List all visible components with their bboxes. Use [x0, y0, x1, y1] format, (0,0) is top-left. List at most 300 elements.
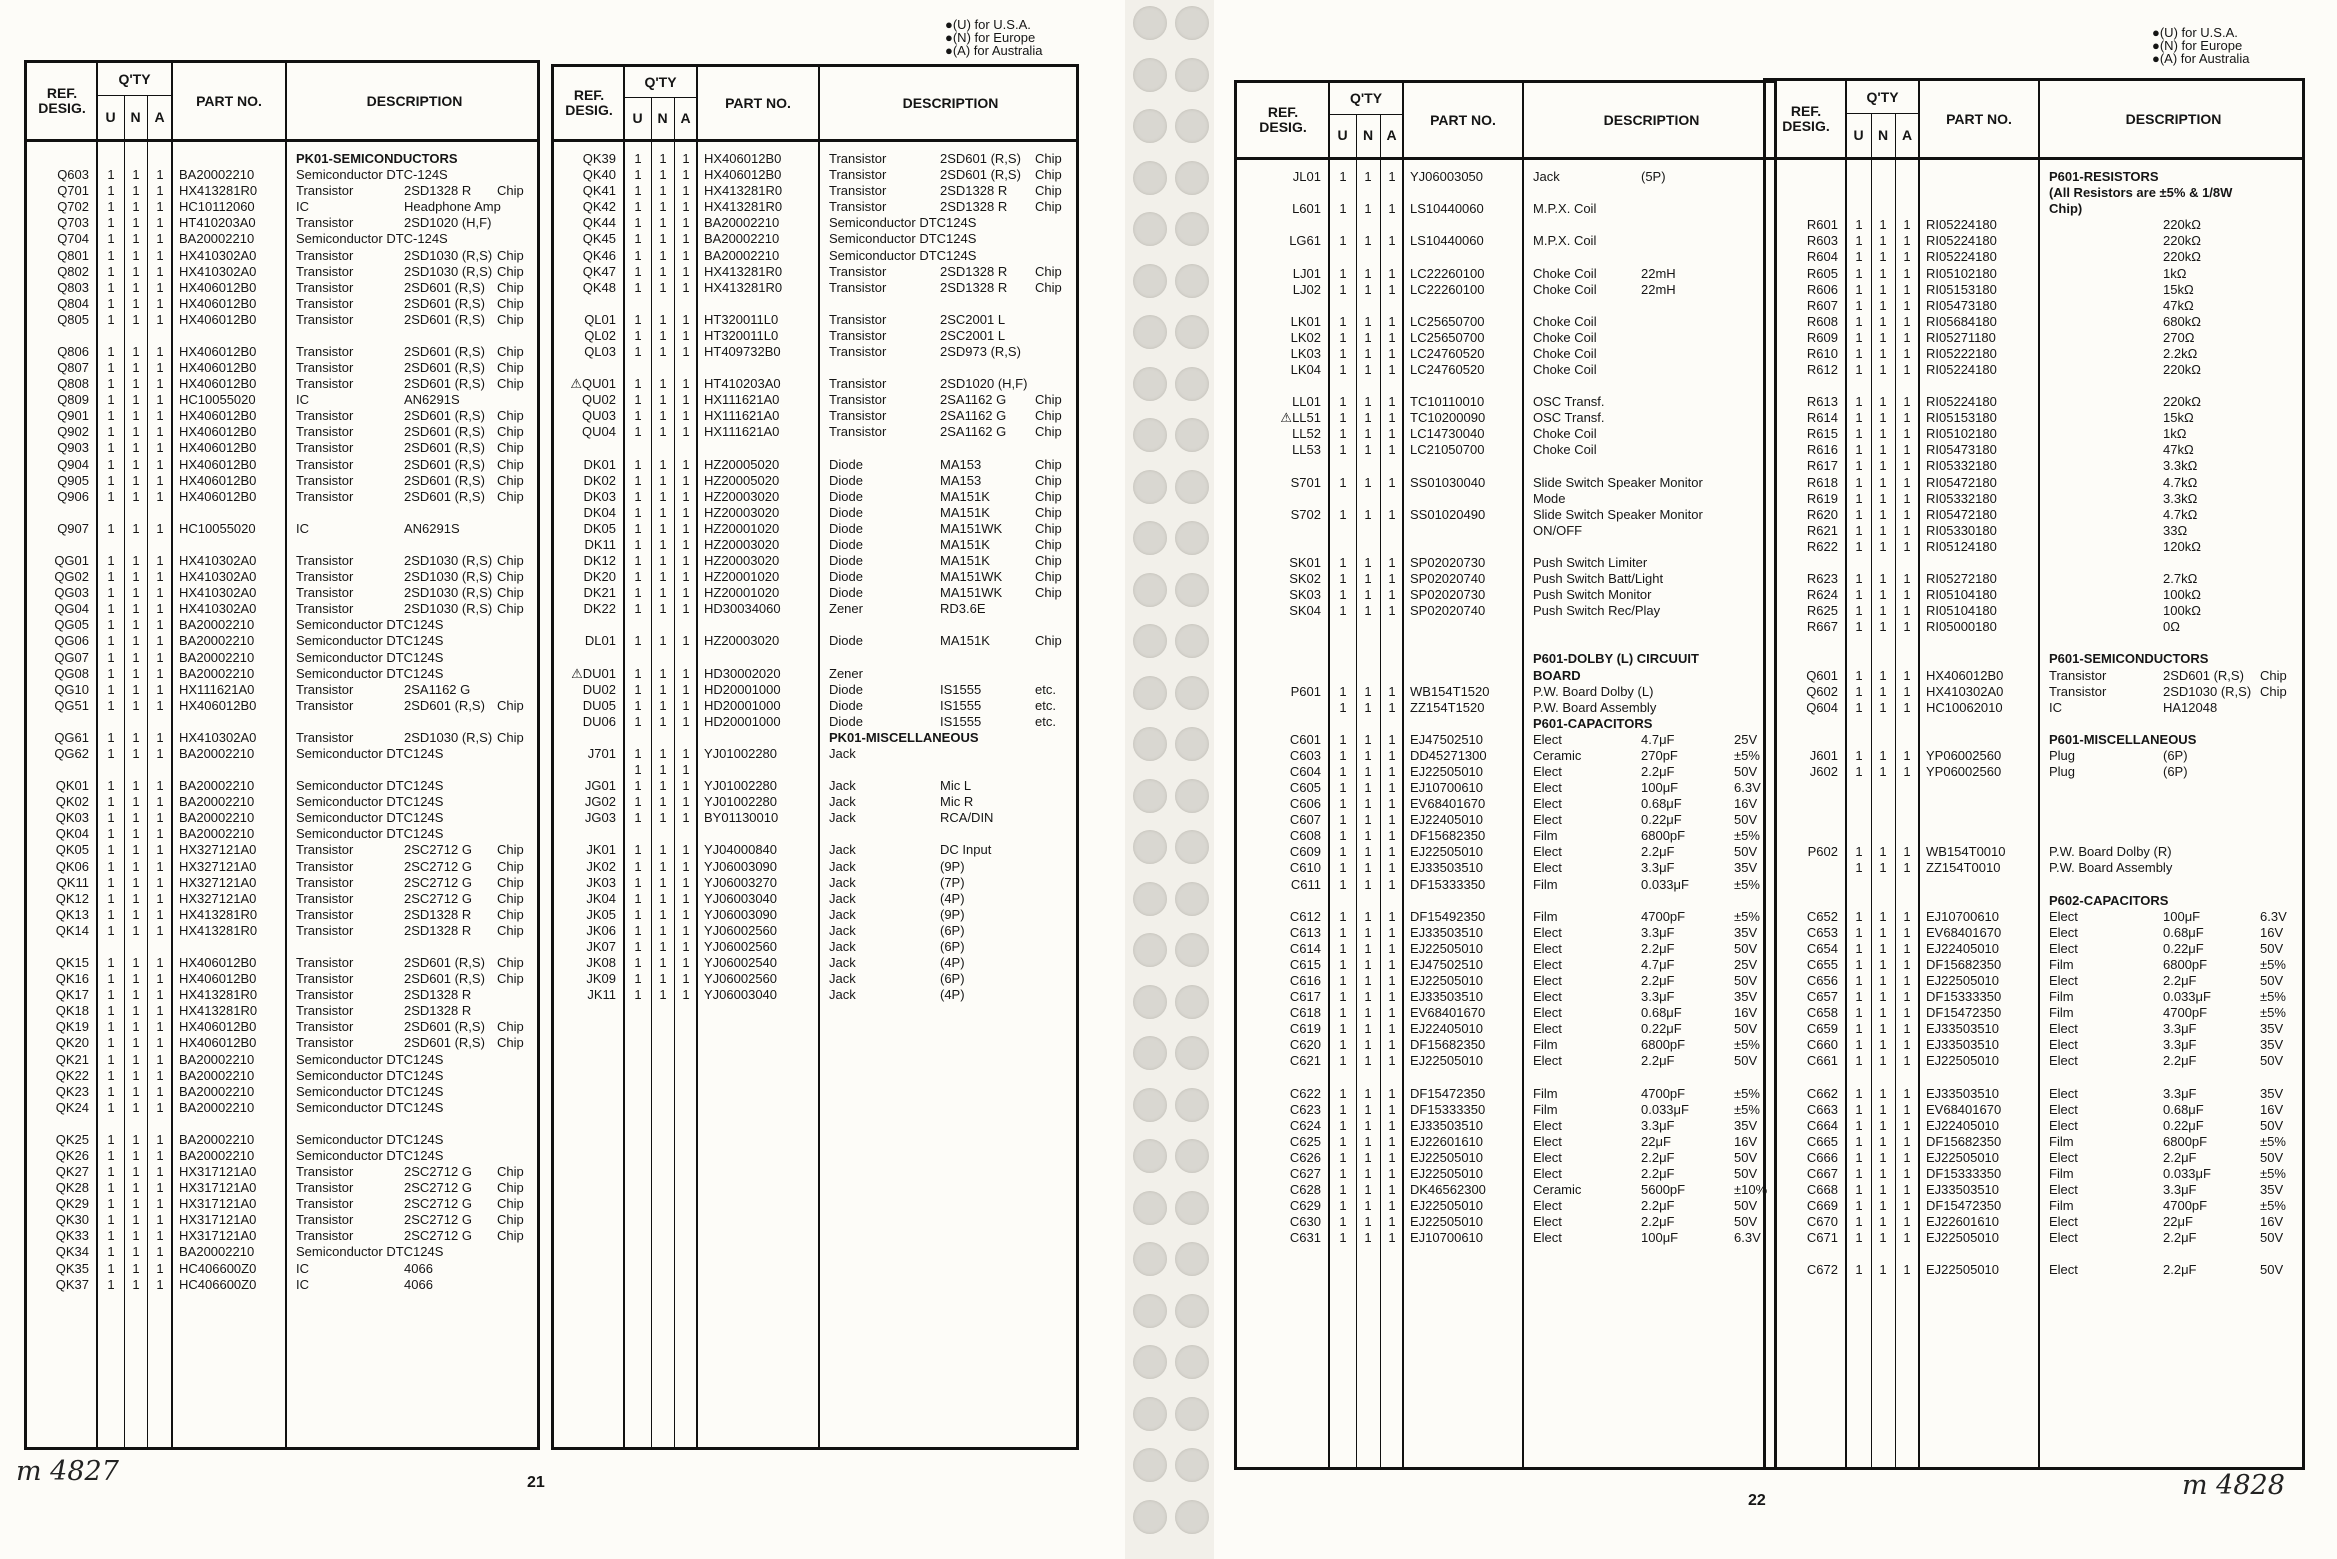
table-row — [1237, 828, 1774, 844]
qty-n: 1 — [1364, 908, 1372, 924]
ref-desig: QG07 — [54, 649, 89, 665]
description: Push Switch Batt/Light — [1533, 571, 1664, 586]
description: Transistor — [296, 424, 354, 440]
description: Semiconductor DTC-124S — [296, 231, 448, 247]
ref-desig: JK07 — [586, 938, 616, 954]
description-note: Chip — [2260, 683, 2287, 699]
table-row — [27, 682, 537, 698]
description: Elect — [2049, 1230, 2078, 1246]
qty-a: 1 — [1903, 442, 1911, 458]
part-number: HZ20003020 — [704, 633, 780, 649]
qty-u: 1 — [634, 971, 642, 987]
description-note: 50V — [1734, 1149, 1758, 1165]
qty-n: 1 — [659, 231, 667, 247]
qty-n: 1 — [1879, 924, 1887, 940]
part-number: BA20002210 — [179, 649, 255, 665]
binding-hole — [1133, 58, 1167, 92]
qty-n: 1 — [132, 826, 140, 842]
binding-hole — [1133, 1397, 1167, 1431]
description-value: Mic R — [940, 794, 974, 810]
ref-desig: DU06 — [582, 713, 616, 729]
description-value: 2.2μF — [1641, 1198, 1675, 1214]
qty-a: 1 — [156, 649, 164, 665]
qty-n: 1 — [659, 569, 667, 585]
qty-n: 1 — [132, 1212, 140, 1228]
description-note: ±5% — [1734, 876, 1760, 892]
table-row — [554, 810, 1076, 826]
part-number: HX111621A0 — [704, 424, 780, 440]
qty-n: 1 — [659, 906, 667, 922]
part-number: HX410302A0 — [179, 569, 257, 585]
description-value: 3.3kΩ — [2163, 490, 2198, 506]
part-number: HX317121A0 — [179, 1164, 257, 1179]
ref-desig: J701 — [587, 746, 616, 761]
qty-a: 1 — [682, 472, 690, 488]
table-row — [1766, 1182, 2302, 1198]
description: Diode — [829, 585, 863, 601]
description: Transistor — [296, 488, 354, 504]
ref-desig: Q907 — [57, 520, 89, 536]
qty-n: 1 — [659, 842, 667, 858]
qty-n: 1 — [132, 1244, 140, 1260]
description-value: 2SD601 (R,S) — [404, 376, 485, 392]
table-row — [27, 1019, 537, 1035]
description-value: 6800pF — [2163, 956, 2208, 972]
table-row — [1766, 249, 2302, 265]
table-row — [27, 810, 537, 826]
part-number: EV68401670 — [1926, 1101, 2002, 1117]
qty-u: 1 — [1855, 908, 1863, 924]
section-title: P601-RESISTORS — [2049, 169, 2159, 184]
part-number: EJ22405010 — [1410, 1021, 1484, 1037]
part-number: HX406012B0 — [179, 376, 257, 392]
qty-n: 1 — [1879, 1085, 1887, 1101]
legend-europe: ●(N) for Europe — [945, 30, 1036, 45]
part-number: HX111621A0 — [179, 681, 255, 697]
description: Transistor — [296, 376, 354, 392]
description-value: 220kΩ — [2163, 233, 2201, 249]
description-value: (4P) — [940, 955, 965, 970]
description-note: Chip — [497, 858, 524, 874]
part-number: HX406012B0 — [179, 1035, 257, 1051]
description: Elect — [1533, 780, 1562, 795]
qty-a: 1 — [1903, 587, 1911, 603]
table-row — [1237, 812, 1774, 828]
qty-a: 1 — [682, 183, 690, 199]
qty-n: 1 — [1364, 201, 1372, 217]
description-note: 35V — [1734, 860, 1758, 876]
description-value: HA12048 — [2163, 699, 2218, 715]
qty-a: 1 — [156, 295, 164, 311]
ref-desig: Q803 — [57, 279, 89, 295]
description-note: 50V — [2260, 1149, 2284, 1165]
description: Transistor — [296, 279, 354, 295]
qty-a: 1 — [1388, 571, 1396, 586]
qty-a: 1 — [1903, 844, 1911, 860]
header-qty-u: U — [1337, 127, 1348, 143]
table-row — [27, 585, 537, 601]
qty-u: 1 — [107, 440, 115, 456]
description-note: Chip — [497, 1035, 524, 1051]
qty-a: 1 — [156, 858, 164, 874]
header-qty-n: N — [130, 108, 141, 125]
description: Elect — [1533, 860, 1562, 876]
table-row — [1237, 266, 1774, 282]
qty-a: 1 — [156, 1148, 164, 1163]
description-note: 35V — [1734, 924, 1758, 940]
qty-u: 1 — [634, 183, 642, 199]
description-value: MA151K — [940, 553, 990, 568]
ref-desig: C669 — [1806, 1198, 1838, 1214]
part-number: HX410302A0 — [179, 263, 257, 279]
ref-desig: SK04 — [1289, 603, 1321, 619]
description-note: 16V — [1734, 1005, 1758, 1021]
description-note: Chip — [497, 344, 524, 359]
qty-n: 1 — [659, 553, 667, 568]
handwritten-note: m 4827 — [16, 1456, 119, 1487]
qty-a: 1 — [1903, 426, 1911, 442]
part-number: LC25650700 — [1410, 329, 1485, 345]
description-note: Chip — [1035, 392, 1062, 408]
description-note: ±5% — [2260, 1198, 2286, 1214]
table-row — [1237, 1198, 1774, 1214]
part-number: SP02020740 — [1410, 603, 1486, 619]
part-number: HX406012B0 — [179, 279, 257, 295]
part-number: LC22260100 — [1410, 265, 1485, 281]
table-row — [27, 666, 537, 682]
qty-u: 1 — [1339, 169, 1347, 184]
part-number: BA20002210 — [179, 617, 255, 633]
header-part-no: PART NO. — [1946, 110, 2012, 127]
description-value: 2SD973 (R,S) — [940, 344, 1021, 359]
table-row — [27, 617, 537, 633]
qty-a: 1 — [156, 697, 164, 713]
description: Elect — [2049, 924, 2078, 940]
description-value: 1kΩ — [2163, 426, 2187, 442]
qty-a: 1 — [156, 1196, 164, 1212]
section-title: BOARD — [1533, 667, 1581, 683]
ref-desig: QG02 — [54, 569, 89, 585]
qty-u: 1 — [1339, 940, 1347, 956]
qty-n: 1 — [1879, 764, 1887, 779]
description-note: ±5% — [2260, 989, 2286, 1005]
qty-a: 1 — [1903, 1262, 1911, 1278]
part-number: HD20001000 — [704, 681, 781, 697]
qty-n: 1 — [659, 263, 667, 279]
description-note: 16V — [1734, 1133, 1758, 1149]
part-number: LC24760520 — [1410, 345, 1485, 361]
ref-desig: J601 — [1809, 747, 1838, 763]
ref-desig: R616 — [1806, 442, 1838, 458]
ref-desig: ⚠LL51 — [1280, 410, 1321, 426]
section-heading — [1237, 668, 1774, 684]
description: Film — [2049, 1133, 2074, 1149]
table-row — [554, 601, 1076, 617]
part-number: SS01030040 — [1410, 474, 1486, 490]
description: Transistor — [296, 263, 354, 279]
qty-u: 1 — [1855, 940, 1863, 956]
qty-a: 1 — [156, 1131, 164, 1147]
qty-a: 1 — [1903, 1214, 1911, 1230]
table-row — [1237, 1118, 1774, 1134]
table-row — [1237, 1214, 1774, 1230]
table-row — [554, 521, 1076, 537]
ref-desig: LL53 — [1292, 442, 1321, 458]
part-number: EJ33503510 — [1926, 1021, 2000, 1037]
description-value: 0.033μF — [1641, 876, 1689, 892]
description: Slide Switch Speaker Monitor — [1533, 506, 1703, 522]
description: Film — [1533, 1037, 1558, 1053]
part-number: YJ06002540 — [704, 955, 778, 970]
qty-n: 1 — [1879, 474, 1887, 490]
description-value: 2SA1162 G — [940, 424, 1007, 440]
table-row — [1237, 957, 1774, 973]
description-note: Chip — [497, 955, 524, 970]
header-qty-a: A — [1386, 127, 1397, 143]
ref-desig: C624 — [1289, 1117, 1321, 1133]
qty-a: 1 — [1903, 956, 1911, 972]
qty-n: 1 — [1879, 699, 1887, 715]
qty-u: 1 — [1855, 313, 1863, 329]
qty-a: 1 — [1903, 1133, 1911, 1149]
qty-u: 1 — [107, 344, 115, 359]
description-value: IS1555 — [940, 681, 982, 697]
table-row — [554, 392, 1076, 408]
qty-a: 1 — [156, 1228, 164, 1244]
qty-n: 1 — [659, 376, 667, 392]
qty-u: 1 — [107, 553, 115, 568]
ref-desig: QK24 — [55, 1099, 89, 1115]
description: Transistor — [296, 440, 354, 456]
description: Film — [2049, 989, 2074, 1005]
part-number: LC24760520 — [1410, 362, 1485, 377]
table-row — [554, 151, 1076, 167]
qty-n: 1 — [1879, 217, 1887, 233]
description-value: 2.7kΩ — [2163, 571, 2198, 586]
description-note: Chip — [1035, 456, 1062, 472]
description-note: Chip — [497, 279, 524, 295]
qty-n: 1 — [1879, 1230, 1887, 1246]
binding-hole — [1175, 161, 1209, 195]
qty-a: 1 — [156, 392, 164, 408]
qty-u: 1 — [1855, 1166, 1863, 1181]
ref-desig: DK04 — [583, 504, 616, 520]
ref-desig: LK01 — [1290, 313, 1321, 329]
ref-desig: SK02 — [1289, 571, 1321, 586]
description: Elect — [2049, 1262, 2078, 1278]
description: Choke Coil — [1533, 442, 1597, 458]
part-number: RI05222180 — [1926, 345, 1997, 361]
qty-a: 1 — [156, 971, 164, 987]
ref-desig: Q704 — [57, 231, 89, 247]
ref-desig: Q906 — [57, 488, 89, 504]
qty-a: 1 — [1388, 394, 1396, 410]
ref-desig: C617 — [1289, 989, 1321, 1005]
table-row — [1237, 314, 1774, 330]
description-value: 2SD1030 (R,S) — [404, 585, 493, 601]
qty-a: 1 — [1903, 394, 1911, 410]
description: Transistor — [296, 842, 354, 858]
qty-n: 1 — [1364, 747, 1372, 763]
qty-u: 1 — [107, 649, 115, 665]
table-row — [27, 1035, 537, 1051]
description-value: 2SD1328 R — [940, 263, 1008, 279]
description: Elect — [2049, 1182, 2078, 1197]
description: Transistor — [829, 199, 887, 215]
description: Diode — [829, 681, 863, 697]
description: Transistor — [829, 183, 887, 199]
qty-a: 1 — [1903, 281, 1911, 297]
qty-n: 1 — [1879, 956, 1887, 972]
ref-desig: QK40 — [582, 167, 616, 183]
description-note: ±5% — [2260, 1133, 2286, 1149]
description-value: 2SC2712 G — [404, 1196, 472, 1212]
qty-n: 1 — [1879, 538, 1887, 554]
description-value: 0.22μF — [2163, 940, 2204, 956]
part-number: RI05472180 — [1926, 474, 1997, 490]
description: Transistor — [2049, 667, 2107, 683]
ref-desig: JK05 — [586, 906, 616, 922]
description-value: 100kΩ — [2163, 603, 2201, 619]
description-value: 4066 — [404, 1260, 433, 1276]
description: Elect — [1533, 764, 1562, 779]
description-value: 2.2μF — [2163, 1053, 2197, 1069]
qty-a: 1 — [1903, 1166, 1911, 1181]
table-row — [554, 424, 1076, 440]
qty-n: 1 — [659, 938, 667, 954]
table-row — [1766, 330, 2302, 346]
qty-a: 1 — [1388, 201, 1396, 217]
qty-u: 1 — [1855, 1085, 1863, 1101]
qty-u: 1 — [1339, 1133, 1347, 1149]
qty-a: 1 — [156, 215, 164, 231]
ref-desig: C618 — [1289, 1005, 1321, 1021]
description-value: (9P) — [940, 906, 965, 922]
qty-a: 1 — [1388, 1133, 1396, 1149]
ref-desig: QK34 — [55, 1244, 89, 1260]
header-part-no: PART NO. — [196, 92, 262, 109]
ref-desig: LJ02 — [1292, 281, 1321, 297]
qty-a: 1 — [1903, 217, 1911, 233]
qty-a: 1 — [156, 1051, 164, 1067]
qty-u: 1 — [1855, 1230, 1863, 1246]
description: Transistor — [296, 311, 354, 327]
table-row — [27, 376, 537, 392]
part-number: RI05224180 — [1926, 249, 1997, 265]
table-row — [1766, 619, 2302, 635]
description-note: 50V — [2260, 940, 2284, 956]
qty-u: 1 — [1855, 1133, 1863, 1149]
description-note: Chip — [1035, 520, 1062, 536]
qty-a: 1 — [1388, 1182, 1396, 1197]
description-note: Chip — [497, 440, 524, 456]
qty-n: 1 — [659, 311, 667, 327]
ref-desig: C612 — [1289, 908, 1321, 924]
part-number: HX406012B0 — [179, 440, 257, 456]
qty-u: 1 — [1855, 506, 1863, 522]
part-number: DF15682350 — [1410, 828, 1486, 844]
description-note: Chip — [497, 971, 524, 987]
qty-a: 1 — [1388, 1005, 1396, 1021]
binding-hole — [1175, 1191, 1209, 1225]
description-value: 2SC2712 G — [404, 890, 472, 906]
qty-a: 1 — [1903, 1198, 1911, 1214]
qty-u: 1 — [107, 1196, 115, 1212]
description: Choke Coil — [1533, 362, 1597, 377]
table-row — [27, 199, 537, 215]
qty-n: 1 — [659, 151, 667, 166]
description-value: RCA/DIN — [940, 810, 994, 826]
table-row — [1237, 1134, 1774, 1150]
table-row — [1766, 282, 2302, 298]
legend-europe: ●(N) for Europe — [2152, 38, 2243, 53]
ref-desig: R615 — [1806, 426, 1838, 442]
description: Transistor — [296, 987, 354, 1003]
ref-desig: R619 — [1806, 490, 1838, 506]
binding-hole — [1175, 367, 1209, 401]
qty-u: 1 — [107, 1212, 115, 1228]
part-number: EJ22505010 — [1926, 973, 2000, 988]
table-row — [1766, 539, 2302, 555]
qty-u: 1 — [107, 569, 115, 585]
qty-a: 1 — [1903, 345, 1911, 361]
table-row — [1237, 877, 1774, 893]
description-value: 2SC2712 G — [404, 874, 472, 890]
qty-a: 1 — [156, 231, 164, 247]
table-row — [1766, 442, 2302, 458]
description-value: 2SD1328 R — [404, 183, 472, 199]
ref-desig: QK30 — [55, 1212, 89, 1228]
table-row — [1766, 298, 2302, 314]
description-note: Chip — [1035, 536, 1062, 552]
ref-desig: Q902 — [57, 424, 89, 440]
description: Semiconductor DTC124S — [296, 633, 444, 649]
qty-n: 1 — [1879, 1133, 1887, 1149]
qty-u: 1 — [107, 199, 115, 215]
ref-desig: Q603 — [57, 167, 89, 183]
qty-u: 1 — [1339, 828, 1347, 844]
binding-hole — [1175, 1088, 1209, 1122]
qty-a: 1 — [1388, 747, 1396, 763]
description: Plug — [2049, 764, 2076, 779]
section-heading — [1766, 169, 2302, 185]
qty-n: 1 — [1879, 522, 1887, 538]
qty-u: 1 — [1855, 1101, 1863, 1117]
description-value: 270Ω — [2163, 329, 2195, 345]
description-note: Chip — [497, 456, 524, 472]
description-value: 0.033μF — [2163, 1166, 2211, 1181]
section-title: P601-CAPACITORS — [1533, 715, 1653, 731]
table-row — [554, 955, 1076, 971]
header-qty-a: A — [154, 108, 165, 125]
qty-a: 1 — [1903, 1230, 1911, 1246]
description: Choke Coil — [1533, 345, 1597, 361]
binding-hole — [1133, 676, 1167, 710]
qty-u: 1 — [634, 408, 642, 424]
description-note: 35V — [1734, 1117, 1758, 1133]
description-note: Chip — [497, 1019, 524, 1035]
description-value: 2SD601 (R,S) — [940, 167, 1021, 183]
table-header — [1237, 83, 1774, 160]
handwritten-note: m 4828 — [2182, 1470, 2285, 1501]
binding-hole — [1175, 521, 1209, 555]
qty-a: 1 — [156, 794, 164, 810]
description: Film — [2049, 1198, 2074, 1214]
qty-u: 1 — [1339, 265, 1347, 281]
description: Transistor — [296, 858, 354, 874]
ref-desig: C655 — [1806, 956, 1838, 972]
description-value: 2SD601 (R,S) — [404, 472, 485, 488]
